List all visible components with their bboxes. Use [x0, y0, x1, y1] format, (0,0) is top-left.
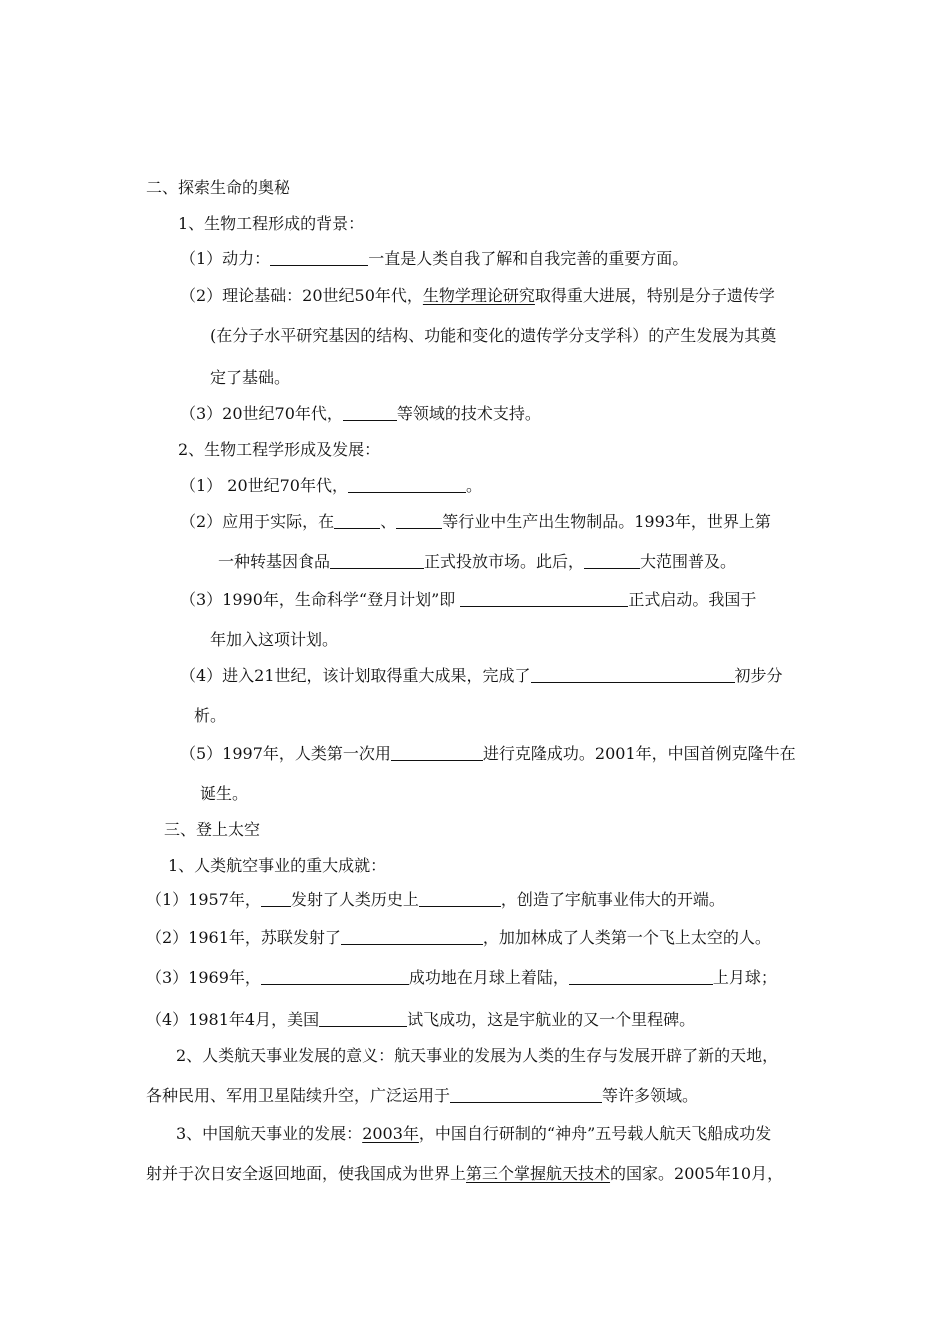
line-theory: （2）理论基础：20世纪50年代，生物学理论研究取得重大进展，特别是分子遗传学: [180, 286, 775, 305]
line-dev-3-cont: 年加入这项计划。: [210, 630, 339, 649]
line-significance: 2、人类航天事业发展的意义：航天事业的发展为人类的生存与发展开辟了新的天地，: [176, 1046, 779, 1065]
fill-blank[interactable]: [348, 477, 466, 493]
fill-blank[interactable]: [450, 1087, 602, 1103]
line-ach-3: （3）1969年， 成功地在月球上着陆， 上月球；: [146, 968, 777, 987]
fill-blank[interactable]: [569, 969, 713, 985]
fill-blank[interactable]: [261, 891, 291, 907]
line-motivation: （1）动力： 一直是人类自我了解和自我完善的重要方面。: [180, 249, 689, 268]
line-theory-cont2: 定了基础。: [210, 368, 291, 387]
line-dev-4: （4）进入21世纪，该计划取得重大成果，完成了 初步分: [180, 666, 783, 685]
section-heading-2: 二、探索生命的奥秘: [146, 178, 291, 197]
fill-blank[interactable]: [343, 405, 397, 421]
fill-blank[interactable]: [330, 553, 424, 569]
line-significance-cont: 各种民用、军用卫星陆续升空，广泛运用于 等许多领域。: [146, 1086, 699, 1105]
line-tech-support: （3）20世纪70年代， 等领域的技术支持。: [180, 404, 541, 423]
fill-blank[interactable]: [334, 513, 380, 529]
line-dev-5-cont: 诞生。: [200, 784, 249, 803]
fill-blank[interactable]: [391, 745, 483, 761]
subsection-title-achievements: 1、人类航空事业的重大成就：: [168, 856, 387, 875]
line-dev-1: （1） 20世纪70年代， 。: [180, 476, 483, 495]
fill-blank[interactable]: [261, 969, 409, 985]
fill-blank[interactable]: [341, 929, 483, 945]
line-theory-cont: (在分子水平研究基因的结构、功能和变化的遗传学分支学科）的产生发展为其奠: [210, 326, 777, 345]
fill-blank[interactable]: [460, 591, 628, 607]
underlined-term: 第三个掌握航天技术: [466, 1164, 611, 1183]
fill-blank[interactable]: [396, 513, 442, 529]
line-ach-1: （1）1957年， 发射了人类历史上 ，创造了宇航事业伟大的开端。: [146, 890, 725, 909]
underlined-year: 2003年: [362, 1124, 419, 1143]
line-china-2: 射并于次日安全返回地面，使我国成为世界上第三个掌握航天技术的国家。2005年10月，: [146, 1164, 784, 1183]
line-china-1: 3、中国航天事业的发展：2003年，中国自行研制的“神舟”五号载人航天飞船成功发: [176, 1124, 772, 1143]
subsection-title-background: 1、生物工程形成的背景：: [178, 214, 365, 233]
line-dev-3: （3）1990年，生命科学“登月计划”即 正式启动。我国于: [180, 590, 757, 609]
line-dev-5: （5）1997年，人类第一次用 进行克隆成功。2001年，中国首例克隆牛在: [180, 744, 796, 763]
line-ach-4: （4）1981年4月，美国 试飞成功，这是宇航业的又一个里程碑。: [146, 1010, 696, 1029]
fill-blank[interactable]: [531, 667, 735, 683]
line-dev-2-cont: 一种转基因食品 正式投放市场。此后， 大范围普及。: [218, 552, 737, 571]
section-heading-3: 三、登上太空: [164, 820, 261, 839]
fill-blank[interactable]: [319, 1011, 407, 1027]
line-dev-2: （2）应用于实际，在 、 等行业中生产出生物制品。1993年，世界上第: [180, 512, 771, 531]
line-dev-4-cont: 析。: [194, 706, 227, 725]
subsection-title-development: 2、生物工程学形成及发展：: [178, 440, 381, 459]
fill-blank[interactable]: [270, 250, 368, 266]
underlined-term: 生物学理论研究: [422, 286, 535, 305]
fill-blank[interactable]: [419, 891, 501, 907]
line-ach-2: （2）1961年，苏联发射了 ，加加林成了人类第一个飞上太空的人。: [146, 928, 771, 947]
fill-blank[interactable]: [584, 553, 640, 569]
